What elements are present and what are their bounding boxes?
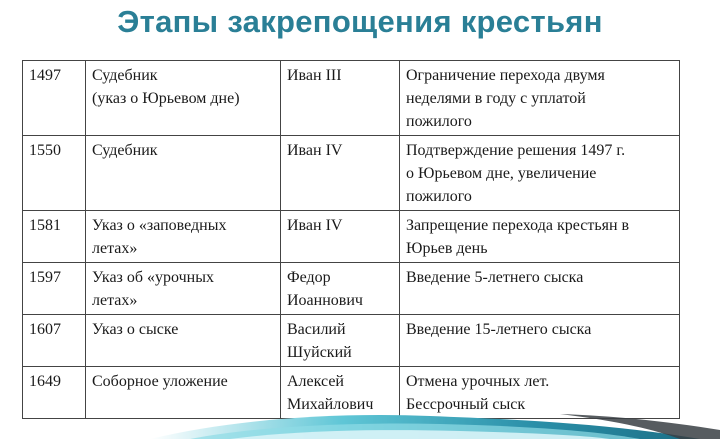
ruler-cell [281, 61, 400, 136]
table-row [23, 263, 680, 315]
year-cell [23, 136, 86, 211]
year-cell [23, 61, 86, 136]
content-text: Введение 5-летнего сыска [406, 269, 584, 286]
document-cell [86, 61, 281, 136]
year-text: 1607 [29, 321, 61, 338]
document-cell [86, 136, 281, 211]
ruler-text: Алексей Михайлович [287, 373, 374, 413]
ruler-cell [281, 263, 400, 315]
content-text: Введение 15-летнего сыска [406, 321, 592, 338]
content-cell [400, 136, 680, 211]
serfdom-stages-table [22, 60, 680, 419]
document-text: Судебник [92, 142, 158, 159]
table-row [23, 315, 680, 367]
content-cell [400, 263, 680, 315]
ruler-text: Иван IV [287, 142, 343, 159]
year-text: 1649 [29, 373, 61, 390]
content-text: Подтверждение решения 1497 г. о Юрьевом дне, увеличение пожилого [406, 142, 626, 205]
year-text: 1497 [29, 67, 61, 84]
document-cell [86, 263, 281, 315]
page-title: Этапы закрепощения крестьян [117, 4, 603, 39]
ruler-cell [281, 211, 400, 263]
year-cell [23, 263, 86, 315]
ruler-text: Федор Иоаннович [287, 269, 363, 309]
document-text: Указ о «заповедных летах» [92, 217, 227, 257]
content-text: Ограничение перехода двумя неделями в году с уплатой пожилого [406, 67, 605, 130]
document-cell [86, 211, 281, 263]
year-cell [23, 211, 86, 263]
content-cell [400, 211, 680, 263]
ruler-text: Иван III [287, 67, 342, 84]
table-row [23, 211, 680, 263]
year-text: 1581 [29, 217, 61, 234]
content-text: Отмена урочных лет. Бессрочный сыск [406, 373, 550, 413]
content-text: Запрещение перехода крестьян в Юрьев день [406, 217, 630, 257]
content-cell [400, 61, 680, 136]
table-row [23, 61, 680, 136]
document-cell [86, 315, 281, 367]
document-text: Указ о сыске [92, 321, 179, 338]
document-text: Указ об «урочных летах» [92, 269, 214, 309]
year-cell [23, 315, 86, 367]
document-text: Судебник (указ о Юрьевом дне) [92, 67, 240, 107]
ruler-text: Василий Шуйский [287, 321, 352, 361]
ruler-cell [281, 136, 400, 211]
year-text: 1597 [29, 269, 61, 286]
decorative-wave [0, 410, 720, 439]
year-text: 1550 [29, 142, 61, 159]
ruler-cell [281, 315, 400, 367]
content-cell [400, 315, 680, 367]
ruler-text: Иван IV [287, 217, 343, 234]
table-row [23, 136, 680, 211]
document-text: Соборное уложение [92, 373, 228, 390]
